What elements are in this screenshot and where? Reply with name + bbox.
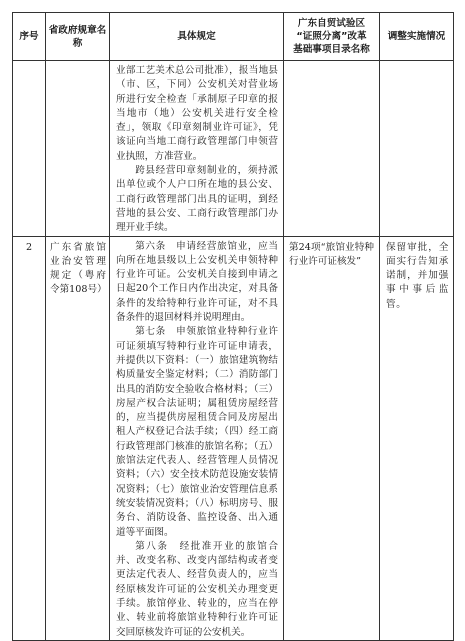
row-regulation: 广东省旅馆业治安管理规定（粤府令第108号） bbox=[46, 236, 110, 640]
regulation-table bbox=[12, 12, 454, 641]
row-item bbox=[284, 61, 380, 237]
row-provision bbox=[110, 236, 284, 640]
row-provision bbox=[110, 61, 284, 237]
header-item bbox=[284, 13, 380, 61]
header-adjustment: 调整实施情况 bbox=[380, 13, 454, 61]
header-provision: 具体规定 bbox=[110, 13, 284, 61]
header-item-line2: “证照分离”改革 bbox=[296, 31, 367, 42]
table-row bbox=[13, 236, 454, 640]
provision-paragraph: 第八条 经批准开业的旅馆合并、改变名称、改变内部结构或者变更法定代表人、经营负责人的，应当经原核发许可证的公安机关办理变更手续。旅馆停业、转业的，应当在停业、转业前将旅馆业特种行业许可证交回原核发许可证的公安机关。 bbox=[116, 540, 278, 638]
row-adjustment: 保留审批，全面实行告知承诺制，并加强事中事后监管。 bbox=[380, 236, 454, 640]
provision-paragraph: 跨县经营印章刻制业的，须持派出单位或个人户口所在地的县公安、工商行政管理部门出具的证明，到经营地的县公安、工商行政管理部门办理开业手续。 bbox=[116, 165, 278, 234]
header-item-line1: 广东自贸试验区 bbox=[297, 18, 366, 29]
row-regulation bbox=[46, 61, 110, 237]
document-page bbox=[12, 12, 453, 638]
row-adjustment bbox=[380, 61, 454, 237]
row-no bbox=[13, 61, 46, 237]
provision-paragraph: 第六条 申请经营旅馆业，应当向所在地县级以上公安机关申领特种行业许可证。公安机关自接到申请之日起20个工作日内作出决定，对具备条件的发给特种行业许可证，对不具备条件的退回材料并说明理由。 bbox=[116, 240, 278, 324]
table-header-row bbox=[13, 13, 454, 61]
table-row bbox=[13, 61, 454, 237]
row-no: 2 bbox=[13, 236, 46, 640]
header-item-line3: 基础事项目录名称 bbox=[293, 44, 370, 55]
row-item: 第24项“旅馆业特种行业许可证核发” bbox=[284, 236, 380, 640]
header-regulation: 省政府规章名称 bbox=[46, 13, 110, 61]
provision-paragraph: 业部工艺美术总公司批准），报当地县（市、区，下同）公安机关对营业场所进行安全检查「承制原子印章的报当地市（地）公安机关进行安全检查」，领取《印章刻制业许可证》，凭该证向当地工商行政管理部门申领营业执照，方准营业。 bbox=[116, 65, 278, 162]
header-no: 序号 bbox=[13, 13, 46, 61]
provision-paragraph: 第七条 申领旅馆业特种行业许可证须填写特种行业许可证申请表，并提供以下资料：（一）旅馆建筑物结构质量安全鉴定材料；（二）消防部门出具的消防安全验收合格材料；（三）房屋产权合法证明；属租赁房屋经营的，应当提供房屋租赁合同及房屋出租人产权登记合法手续；（四）经工商行政管理部门核准的旅馆名称；（五）旅馆法定代表人、经营管理人员情况资料；（六）安全技术防范设施安装情况资料；（七）旅馆业治安管理信息系统安装情况资料；（八）标明房号、服务台、消防设备、监控设备、出入通道等平面图。 bbox=[116, 326, 278, 538]
